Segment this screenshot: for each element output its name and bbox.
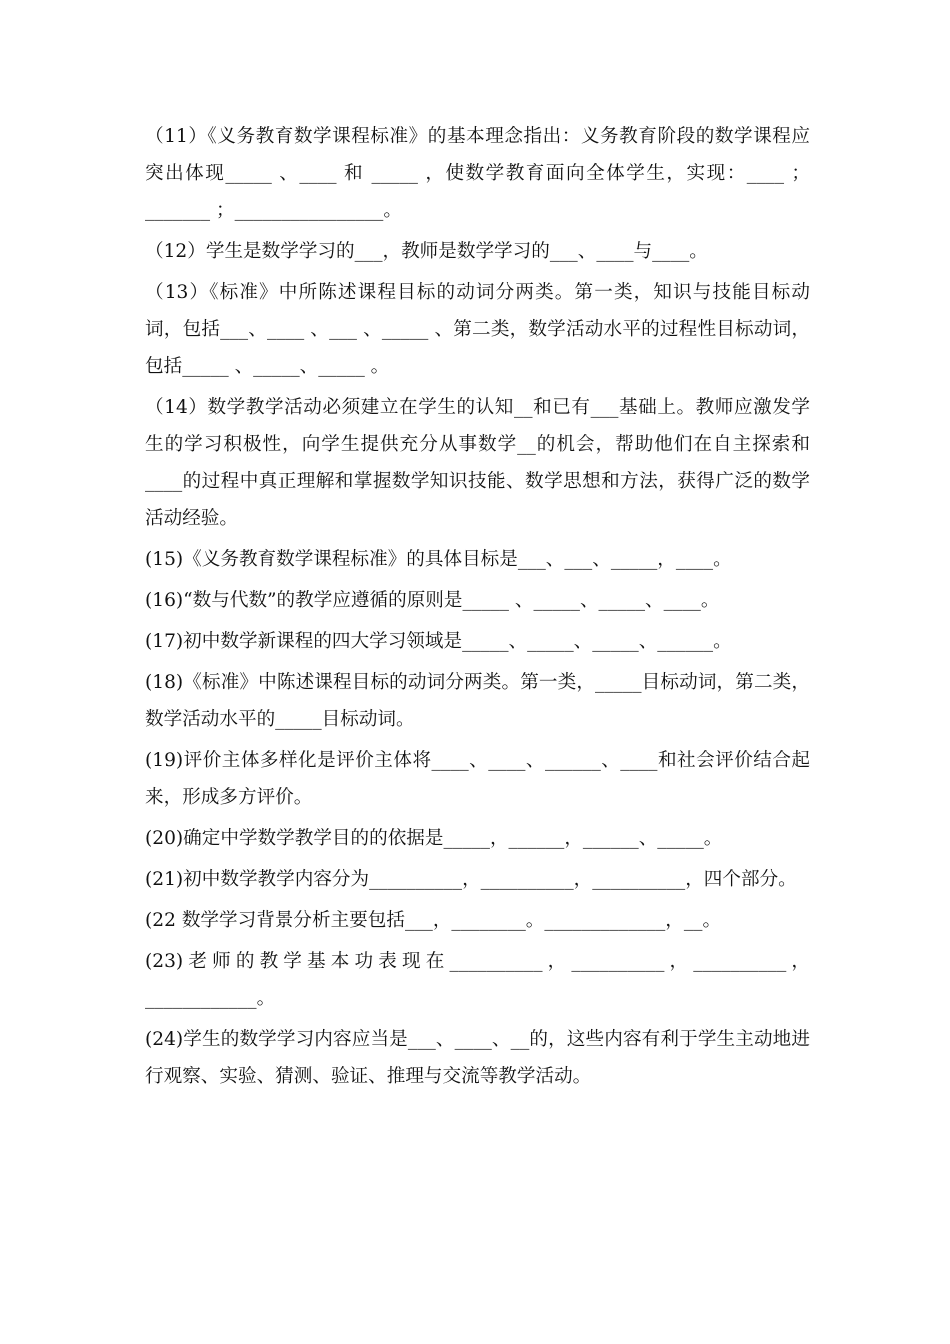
question-17 bbox=[145, 623, 810, 660]
question-text: (17)初中数学新课程的四大学习领域是_____、_____、_____、______。 bbox=[145, 631, 732, 652]
document-page bbox=[145, 118, 810, 1095]
question-text: (15)《义务教育数学课程标准》的具体目标是___、___、_____，____。 bbox=[145, 549, 732, 570]
question-21 bbox=[145, 861, 810, 898]
question-text: (19)评价主体多样化是评价主体将____、____、______、____和社会评价结合起来，形成多方评价。 bbox=[145, 750, 810, 808]
question-14 bbox=[145, 389, 810, 537]
question-16 bbox=[145, 582, 810, 619]
question-text: (24)学生的数学学习内容应当是___、____、__的，这些内容有利于学生主动地进行观察、实验、猜测、验证、推理与交流等教学活动。 bbox=[145, 1029, 810, 1087]
question-20 bbox=[145, 820, 810, 857]
question-text: (21)初中数学教学内容分为__________，__________，__________，四个部分。 bbox=[145, 869, 797, 890]
question-24 bbox=[145, 1021, 810, 1095]
question-text: （11）《义务教育数学课程标准》的基本理念指出：义务教育阶段的数学课程应突出体现_____ 、____ 和 _____ ，使数学教育面向全体学生，实现：____ ；_______ ；________________。 bbox=[145, 126, 810, 221]
question-text: (22 数学学习背景分析主要包括___，________。_____________，__。 bbox=[145, 910, 722, 931]
question-text: (16)“数与代数”的教学应遵循的原则是_____ 、_____、_____、____。 bbox=[145, 590, 720, 611]
question-13 bbox=[145, 274, 810, 385]
question-23 bbox=[145, 943, 810, 1017]
question-19 bbox=[145, 742, 810, 816]
question-15 bbox=[145, 541, 810, 578]
question-text: （14）数学教学活动必须建立在学生的认知__和已有___基础上。教师应激发学生的学习积极性，向学生提供充分从事数学__的机会，帮助他们在自主探索和____的过程中真正理解和掌握数学知识技能、数学思想和方法，获得广泛的数学活动经验。 bbox=[145, 397, 810, 529]
question-12 bbox=[145, 233, 810, 270]
question-text: (20)确定中学数学教学目的的依据是_____，______，______、_____。 bbox=[145, 828, 723, 849]
question-text: (23)老师的教学基本功表现在__________，__________，__________，____________。 bbox=[145, 951, 810, 1009]
question-text: （13）《标准》中所陈述课程目标的动词分两类。第一类，知识与技能目标动词，包括___、____ 、___ 、_____ 、第二类，数学活动水平的过程性目标动词，包括_____ 、_____、_____ 。 bbox=[145, 282, 810, 377]
question-text: （12）学生是数学学习的___，教师是数学学习的___、____与____。 bbox=[145, 241, 708, 262]
question-text: (18)《标准》中陈述课程目标的动词分两类。第一类，_____目标动词，第二类，数学活动水平的_____目标动词。 bbox=[145, 672, 810, 730]
question-22 bbox=[145, 902, 810, 939]
question-18 bbox=[145, 664, 810, 738]
question-11 bbox=[145, 118, 810, 229]
